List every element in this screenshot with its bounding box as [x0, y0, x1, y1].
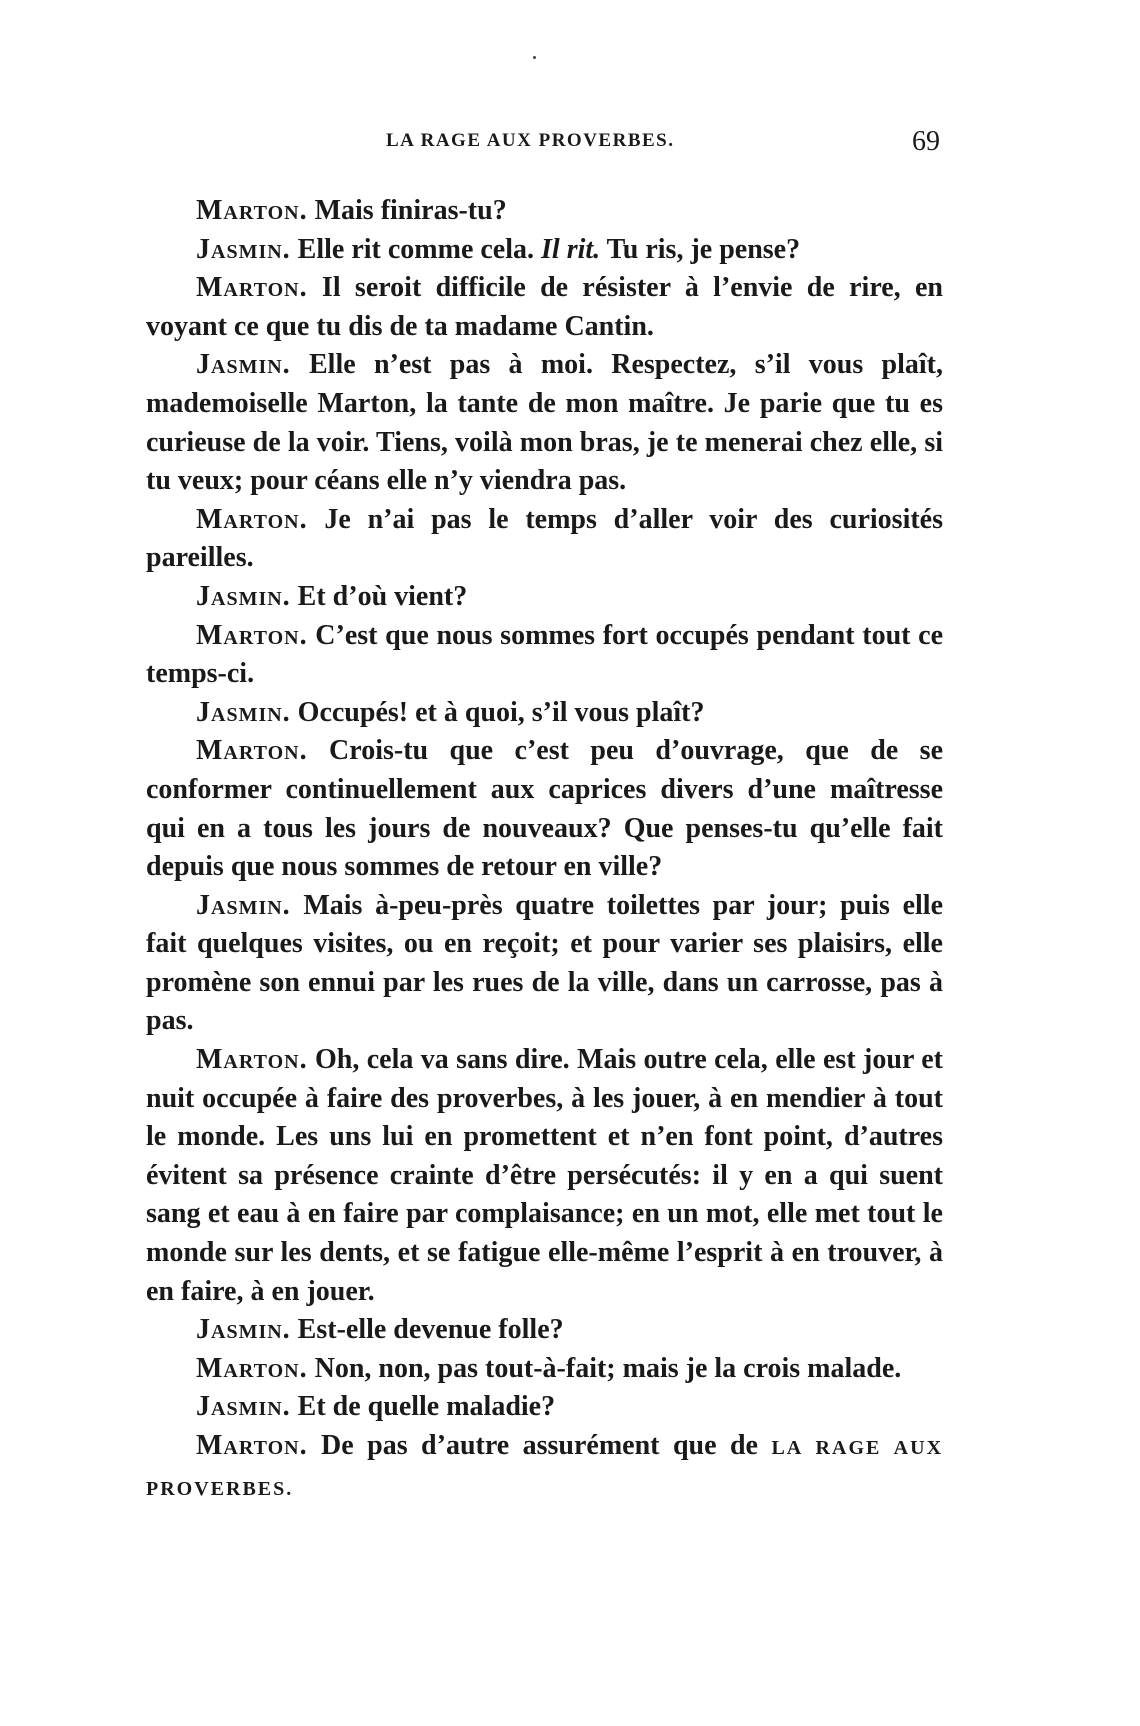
- speech-text: Mais finiras-tu?: [314, 195, 507, 226]
- title-reference: LA RAGE AUX PROVERBES.: [146, 1437, 944, 1500]
- dialogue-text: [146, 192, 943, 1508]
- speaker-name: Jasmin.: [196, 580, 291, 612]
- running-title: LA RAGE AUX PROVERBES.: [386, 130, 675, 151]
- speech-11: [146, 1041, 943, 1311]
- speaker-name: Jasmin.: [196, 889, 291, 921]
- speech-2: [146, 231, 943, 270]
- speaker-name: Marton.: [196, 735, 308, 767]
- speech-text: Crois-tu que c’est peu d’ouvrage, que de se conformer continuellement aux caprices divers d’une maîtresse qui en a tous les jours de nouveaux? Que penses-tu qu’elle fait depuis que nous sommes de retour en ville?: [146, 735, 943, 883]
- stage-direction: Il rit.: [541, 233, 601, 265]
- speaker-name: Marton.: [196, 1044, 308, 1076]
- speaker-name: Jasmin.: [196, 696, 291, 728]
- speech-text: Mais à-peu-près quatre toilettes par jour; puis elle fait quelques visites, ou en reçoit; et pour varier ses plaisirs, elle promène son ennui par les rues de la ville, dans un carrosse, pas à pas.: [146, 889, 943, 1037]
- speech-text: Occupés! et à quoi, s’il vous plaît?: [297, 696, 705, 728]
- speech-12: [146, 1311, 943, 1350]
- speech-text: Il seroit difficile de résister à l’envie de rire, en voyant ce que tu dis de ta madame Cantin.: [146, 272, 944, 342]
- speaker-name: Marton.: [196, 1352, 308, 1384]
- speech-7: [146, 617, 943, 694]
- speaker-name: Marton.: [196, 503, 308, 535]
- speech-text: Elle n’est pas à moi. Respectez, s’il vous plaît, mademoiselle Marton, la tante de mon maître. Je parie que tu es curieuse de la voir. Tiens, voilà mon bras, je te menerai chez elle, si tu veux; pour céans elle n’y viendra pas.: [146, 349, 944, 497]
- speaker-name: Marton.: [196, 619, 308, 651]
- speech-text: C’est que nous sommes fort occupés pendant tout ce temps-ci.: [146, 619, 944, 690]
- speech-text: Tu ris, je pense?: [606, 233, 801, 265]
- speech-text: De pas d’autre assurément que de: [321, 1430, 758, 1461]
- speech-8: [146, 694, 943, 733]
- speech-15: [146, 1427, 943, 1508]
- speaker-name: Marton.: [196, 1430, 308, 1461]
- ink-speck: [533, 56, 536, 59]
- speech-1: [146, 192, 943, 231]
- speech-4: [146, 346, 943, 500]
- speech-13: [146, 1350, 943, 1389]
- speech-text: Et de quelle maladie?: [297, 1391, 556, 1423]
- speech-text: Non, non, pas tout-à-fait; mais je la crois malade.: [314, 1352, 902, 1384]
- speech-6: [146, 578, 943, 617]
- speech-14: [146, 1388, 943, 1427]
- speaker-name: Jasmin.: [196, 1391, 291, 1423]
- speech-text: Et d’où vient?: [297, 580, 468, 612]
- speaker-name: Jasmin.: [196, 349, 291, 381]
- speaker-name: Jasmin.: [196, 1314, 291, 1346]
- speaker-name: Jasmin.: [196, 233, 291, 265]
- speech-text: Je n’ai pas le temps d’aller voir des curiosités pareilles.: [146, 503, 943, 574]
- speech-text: Est-elle devenue folle?: [297, 1314, 564, 1346]
- speech-9: [146, 732, 943, 886]
- speech-text: Elle rit comme cela.: [297, 233, 535, 265]
- speech-5: [146, 501, 943, 578]
- speech-10: [146, 887, 943, 1041]
- speaker-name: Marton.: [196, 272, 308, 304]
- speaker-name: Marton.: [196, 195, 308, 226]
- page-number: 69: [912, 126, 940, 157]
- speech-3: [146, 269, 943, 346]
- speech-text: Oh, cela va sans dire. Mais outre cela, elle est jour et nuit occupée à faire des proverbes, à les jouer, à en mendier à tout le monde. Les uns lui en promettent et n’en font point, d’autres évitent sa présence crainte d’être persécutés: il y en a qui suent sang et eau à en faire par complaisance; en un mot, elle met tout le monde sur les dents, et se fatigue elle-même l’esprit à en trouver, à en faire, à en jouer.: [146, 1044, 944, 1307]
